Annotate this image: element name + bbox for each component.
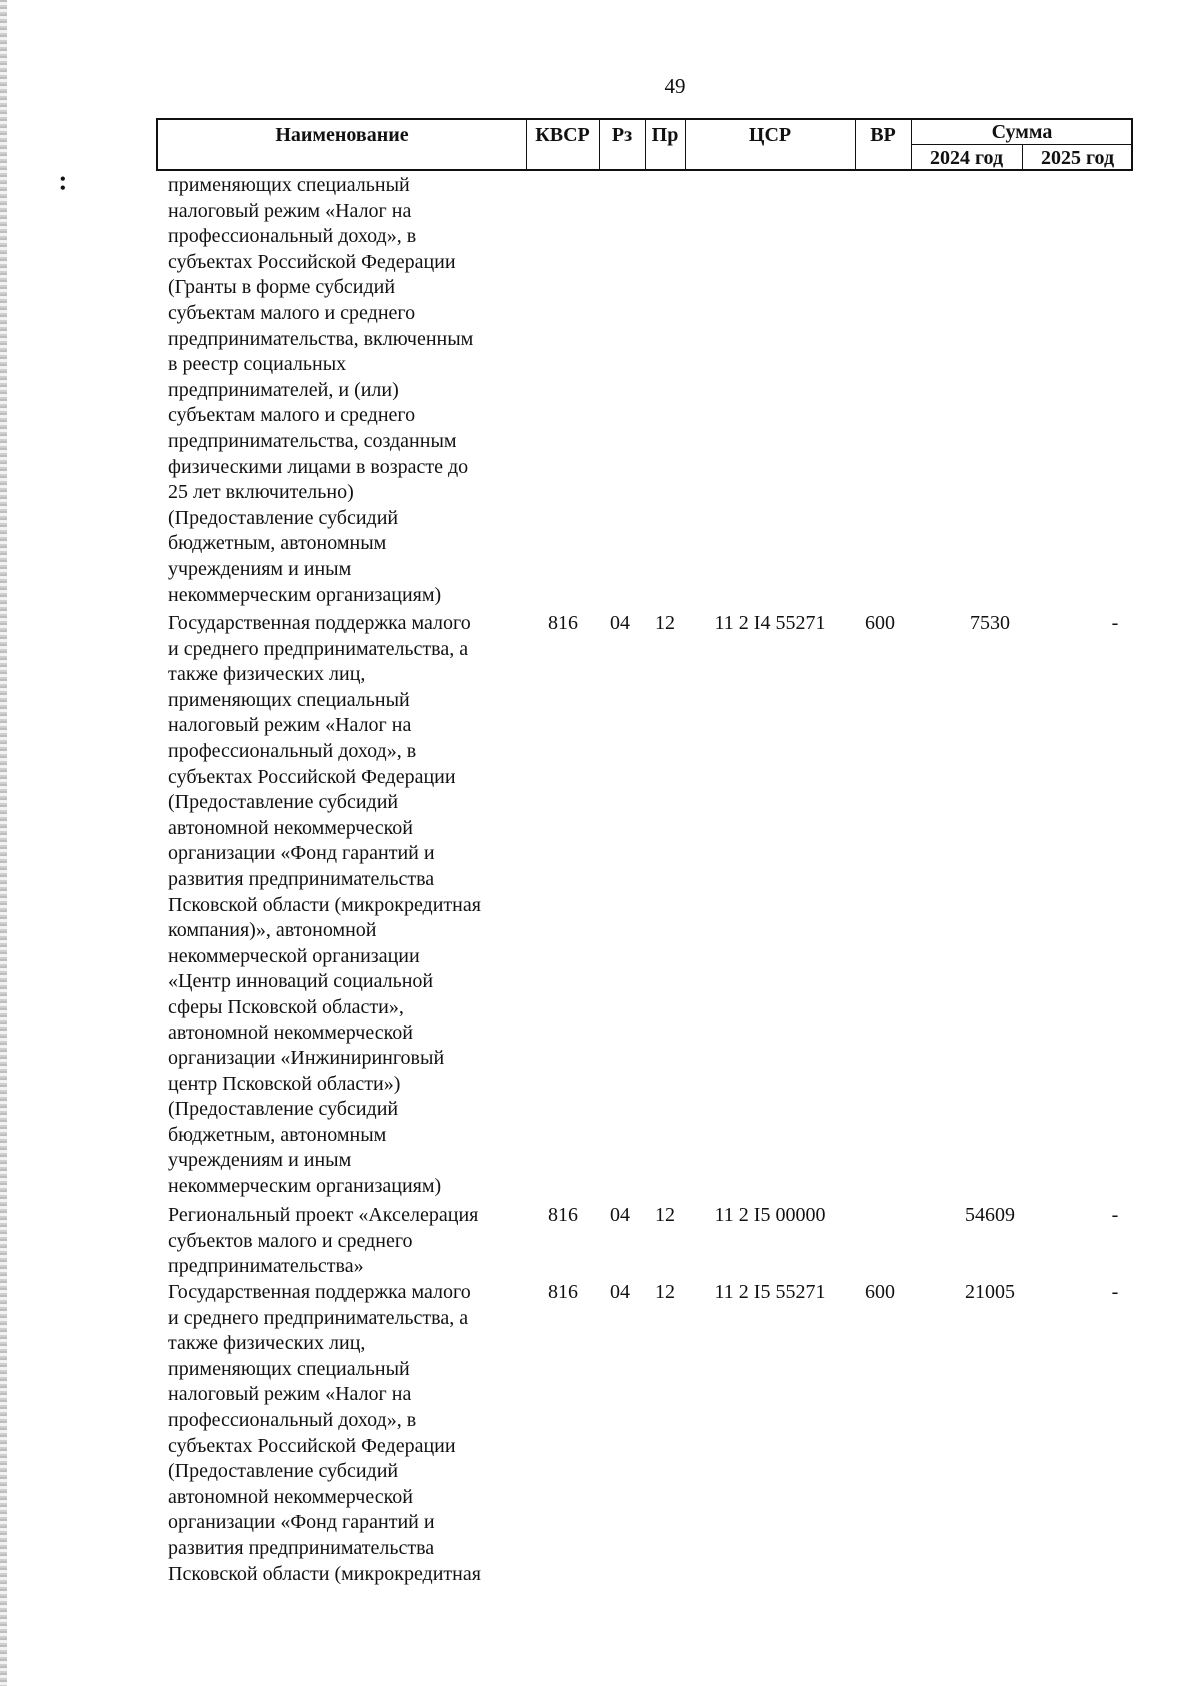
row-name: Государственная поддержка малого и среднего предпринимательства, а также физических лиц, применяющих специальный налоговый режим «Налог на профессиональный доход», в субъектах Российской Федерации (Предоставление субсидий автономной некоммерческой организации «Фонд гарантий и развития предпринимательства Псковской области (микрокредитная (168, 1281, 481, 1585)
row-rz: 04 (610, 1204, 630, 1226)
header-sum: Сумма (991, 121, 1053, 143)
row-sum-2024: 7530 (970, 612, 1010, 634)
row-sum-2024: 21005 (965, 1281, 1015, 1303)
header-kvsr: КВСР (535, 124, 590, 146)
row-sum-2025: - (1111, 1204, 1119, 1226)
page-number: 49 (664, 74, 686, 98)
row-kvsr: 816 (548, 1281, 578, 1303)
row-csr: 11 2 I4 55271 (714, 612, 826, 634)
header-year-2025: 2025 год (1040, 147, 1115, 169)
header-csr: ЦСР (748, 124, 792, 146)
row-sum-2024: 54609 (965, 1204, 1015, 1226)
row-csr: 11 2 I5 00000 (714, 1204, 826, 1226)
row-kvsr: 816 (548, 612, 578, 634)
row-pr: 12 (655, 612, 675, 634)
row-sum-2025: - (1111, 1281, 1119, 1303)
row-pr: 12 (655, 1281, 675, 1303)
row-name: применяющих специальный налоговый режим «Налог на профессиональный доход», в субъектах Российской Федерации (Гранты в форме субсидий субъектам малого и среднего предпринимательства, включенным в реестр социальных предпринимателей, и (или) субъектам малого и среднего предпринимательства, созданным физическими лицами в возрасте до 25 лет включительно) (Предоставление субсидий бюджетным, автономным учреждениям и иным некоммерческим организациям) (168, 174, 474, 606)
margin-mark: • • (60, 171, 66, 197)
row-vr: 600 (865, 612, 895, 634)
row-csr: 11 2 I5 55271 (714, 1281, 826, 1303)
row-vr: 600 (865, 1281, 895, 1303)
header-rz: Рз (611, 124, 633, 146)
table-header (156, 118, 1133, 171)
header-pr: Пр (651, 124, 679, 146)
row-pr: 12 (655, 1204, 675, 1226)
header-vr: ВР (870, 124, 896, 146)
row-name: Региональный проект «Акселерация субъектов малого и среднего предпринимательства» (168, 1204, 479, 1278)
scan-edge (0, 0, 7, 1686)
header-name: Наименование (275, 124, 409, 146)
row-sum-2025: - (1111, 612, 1119, 634)
row-name: Государственная поддержка малого и среднего предпринимательства, а также физических лиц, применяющих специальный налоговый режим «Налог на профессиональный доход», в субъектах Российской Федерации (Предоставление субсидий автономной некоммерческой организации «Фонд гарантий и развития предпринимательства Псковской области (микрокредитная компания)», автономной некоммерческой организации «Центр инноваций социальной сферы Псковской области», автономной некоммерческой организации «Инжиниринговый центр Псковской области») (Предоставление субсидий бюджетным, автономным учреждениям и иным некоммерческим организациям) (168, 612, 481, 1198)
header-year-2024: 2024 год (929, 147, 1004, 169)
row-rz: 04 (610, 612, 630, 634)
row-kvsr: 816 (548, 1204, 578, 1226)
row-rz: 04 (610, 1281, 630, 1303)
